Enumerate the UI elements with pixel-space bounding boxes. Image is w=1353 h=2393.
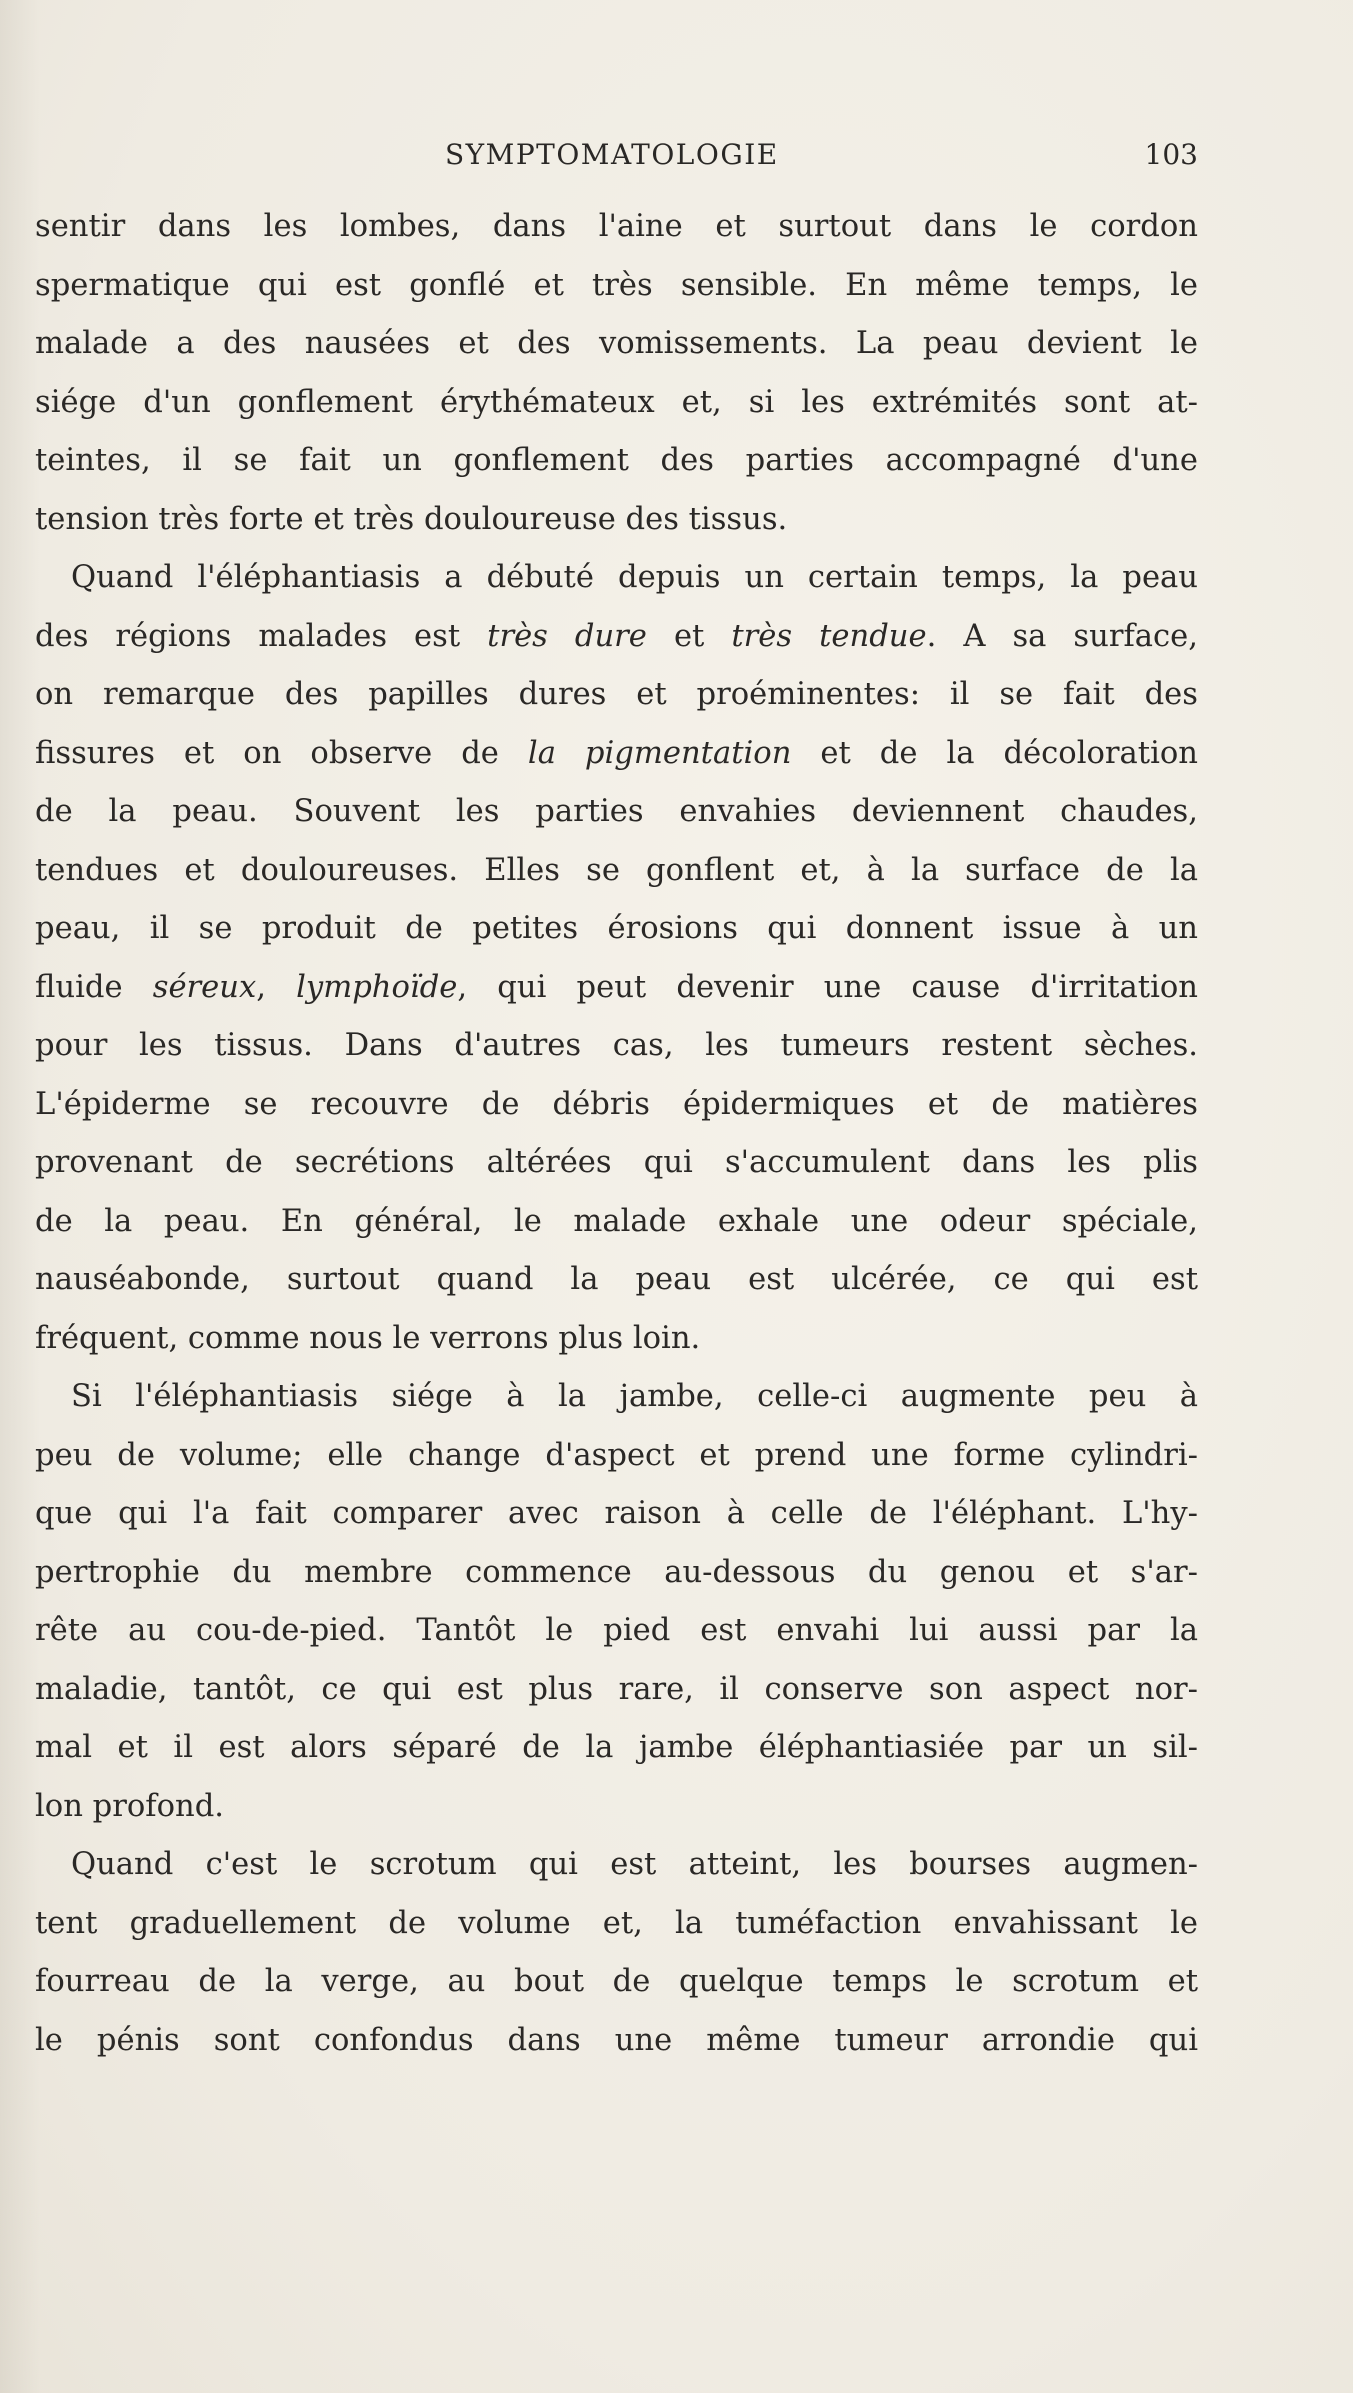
text-line: pour les tissus. Dans d'autres cas, les tumeurs restent sèches.: [35, 1028, 1198, 1063]
text-segment: fissures et on observe de: [35, 735, 528, 771]
text-line: mal et il est alors séparé de la jambe éléphantiasiée par un sil-: [35, 1730, 1198, 1765]
text-line: rête au cou-de-pied. Tantôt le pied est envahi lui aussi par la: [35, 1613, 1198, 1648]
text-line: de la peau. Souvent les parties envahies deviennent chaudes,: [35, 794, 1198, 829]
text-line: le pénis sont confondus dans une même tumeur arrondie qui: [35, 2022, 1198, 2058]
text-segment: ,: [256, 969, 297, 1005]
text-line: spermatique qui est gonflé et très sensible. En même temps, le: [35, 267, 1198, 303]
text-line: on remarque des papilles dures et proéminentes: il se fait des: [35, 677, 1198, 712]
running-head: SYMPTOMATOLOGIE: [445, 138, 779, 171]
italic-text: très dure: [487, 618, 647, 654]
text-segment: . A sa surface,: [926, 618, 1198, 654]
text-line: tent graduellement de volume et, la tuméfaction envahissant le: [35, 1905, 1198, 1941]
text-line: Si l'éléphantiasis siége à la jambe, celle-ci augmente peu à: [71, 1379, 1198, 1414]
text-segment: fluide: [35, 969, 153, 1005]
text-line: nauséabonde, surtout quand la peau est ulcérée, ce qui est: [35, 1262, 1198, 1297]
text-line-with-italics: [35, 959, 1198, 1018]
text-line: Quand c'est le scrotum qui est atteint, les bourses augmen-: [71, 1847, 1198, 1882]
text-line: malade a des nausées et des vomissements. La peau devient le: [35, 326, 1198, 361]
paragraph-2: [35, 549, 1198, 1368]
text-line: fourreau de la verge, au bout de quelque temps le scrotum et: [35, 1964, 1198, 1999]
text-line: Quand l'éléphantiasis a débuté depuis un certain temps, la peau: [71, 560, 1198, 595]
text-line: L'épiderme se recouvre de débris épidermiques et de matières: [35, 1086, 1198, 1122]
text-segment: et de la décoloration: [791, 735, 1199, 771]
text-line: de la peau. En général, le malade exhale une odeur spéciale,: [35, 1203, 1198, 1239]
italic-text: la pigmentation: [527, 735, 792, 771]
body-text: [35, 198, 1198, 2070]
italic-text: très tendue: [731, 618, 927, 654]
text-line: siége d'un gonflement érythémateux et, si les extrémités sont at-: [35, 384, 1198, 420]
page-number: 103: [1144, 138, 1198, 171]
text-line-with-italics: [35, 725, 1198, 784]
text-segment: et: [646, 618, 732, 654]
text-line-with-italics: [35, 608, 1198, 667]
text-line: teintes, il se fait un gonflement des parties accompagné d'une: [35, 443, 1198, 478]
text-segment: des régions malades est: [35, 618, 488, 654]
paragraph-4: [35, 1836, 1198, 2070]
text-line: sentir dans les lombes, dans l'aine et surtout dans le cordon: [35, 209, 1198, 244]
text-line: pertrophie du membre commence au-dessous du genou et s'ar-: [35, 1554, 1198, 1590]
text-line: peu de volume; elle change d'aspect et prend une forme cylindri-: [35, 1437, 1198, 1473]
page-header: [35, 132, 1198, 182]
paragraph-1: [35, 198, 1198, 549]
italic-text: séreux: [152, 969, 257, 1005]
text-line: tendues et douloureuses. Elles se gonflent et, à la surface de la: [35, 852, 1198, 888]
text-line: lon profond.: [35, 1788, 225, 1824]
italic-text: lymphoïde: [296, 969, 458, 1005]
text-line: provenant de secrétions altérées qui s'accumulent dans les plis: [35, 1145, 1198, 1180]
text-segment: , qui peut devenir une cause d'irritation: [457, 969, 1198, 1005]
text-line: fréquent, comme nous le verrons plus loin.: [35, 1320, 701, 1356]
text-line: peau, il se produit de petites érosions qui donnent issue à un: [35, 911, 1198, 946]
text-line: que qui l'a fait comparer avec raison à celle de l'éléphant. L'hy-: [35, 1496, 1198, 1531]
paragraph-3: [35, 1368, 1198, 1836]
text-line: maladie, tantôt, ce qui est plus rare, il conserve son aspect nor-: [35, 1671, 1198, 1707]
text-line: tension très forte et très douloureuse des tissus.: [35, 501, 788, 537]
